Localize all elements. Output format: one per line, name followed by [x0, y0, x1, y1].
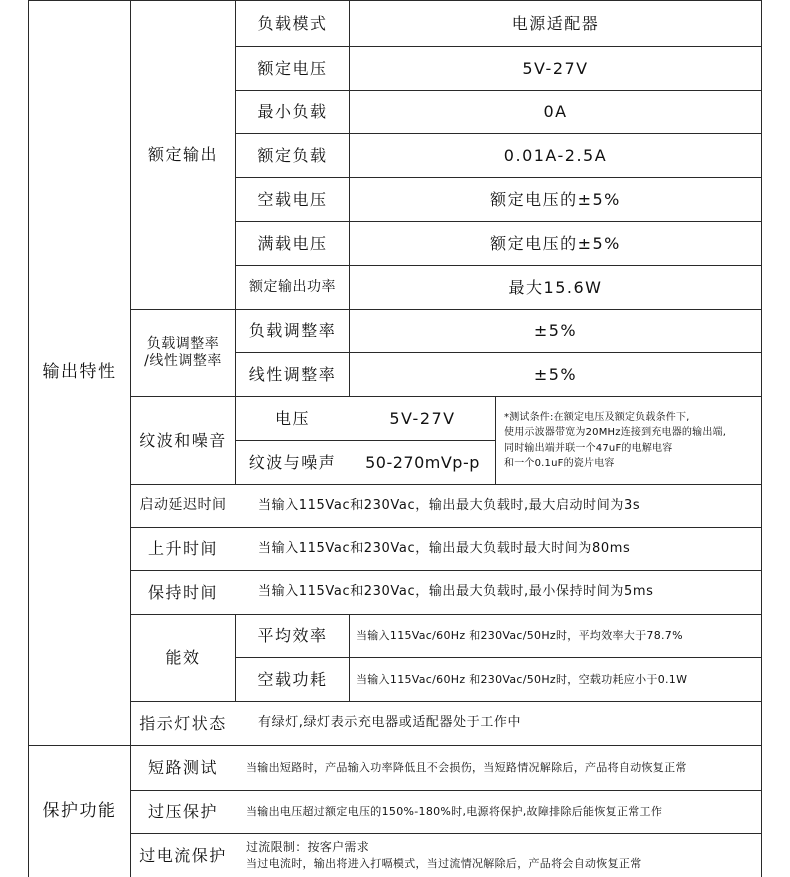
ripple-noise-label: 纹波与噪声 — [248, 452, 337, 472]
row-label: 负载调整率 — [248, 321, 337, 340]
ripple-noise-value: 50-270mVp-p — [365, 452, 480, 472]
row-label: 空载电压 — [257, 189, 328, 209]
regulation-label-line2: /线性调整率 — [144, 353, 222, 369]
row-label: 空载功耗 — [257, 669, 328, 689]
short-circuit-value: 当输出短路时，产品输入功率降低且不会损伤，当短路情况解除后，产品将自动恢复正常 — [246, 761, 687, 775]
row-label: 最小负载 — [257, 102, 328, 121]
row-value: 5V-27V — [522, 58, 589, 78]
overcurrent-value — [236, 834, 761, 877]
row-label: 负载模式 — [257, 13, 328, 33]
overvoltage-label: 过压保护 — [147, 802, 218, 821]
group-label-regulation — [131, 310, 235, 396]
row-value: 最大15.6W — [508, 277, 603, 297]
ripple-voltage-value: 5V-27V — [389, 408, 456, 428]
row-value: 0A — [543, 102, 568, 121]
ripple-test-note — [496, 397, 761, 484]
row-label: 额定输出功率 — [249, 278, 336, 295]
note-line: 使用示波器带宽为20MHz连接到充电器的输出端, — [504, 427, 727, 438]
regulation-label-line1: 负载调整率 — [146, 335, 220, 352]
group-label-rated-output: 额定输出 — [147, 145, 218, 164]
overcurrent-line2: 当过电流时，输出将进入打嗝模式，当过流情况解除后，产品将会自动恢复正常 — [246, 857, 642, 871]
row-value: ±5% — [533, 364, 578, 384]
overcurrent-label: 过电流保护 — [139, 845, 227, 865]
note-line: 同时输出端并联一个47uF的电解电容 — [504, 442, 673, 454]
rise-time-label: 上升时间 — [147, 539, 218, 558]
short-circuit-label: 短路测试 — [147, 758, 218, 777]
row-label: 额定电压 — [257, 58, 328, 78]
startup-delay-value: 当输入115Vac和230Vac，输出最大负载时,最大启动时间为3s — [258, 497, 641, 513]
overvoltage-value: 当输出电压超过额定电压的150%-180%时,电源将保护,故障排除后能恢复正常工作 — [246, 805, 663, 819]
row-value: ±5% — [533, 321, 578, 340]
row-value: 额定电压的±5% — [490, 233, 621, 253]
row-value: 电源适配器 — [511, 13, 600, 33]
group-label-ripple: 纹波和噪音 — [139, 430, 227, 450]
hold-time-label: 保持时间 — [147, 582, 218, 602]
rise-time-value: 当输入115Vac和230Vac，输出最大负载时最大时间为80ms — [258, 540, 631, 556]
section-label-output: 输出特性 — [42, 362, 117, 383]
row-label: 线性调整率 — [248, 364, 337, 384]
group-label-efficiency: 能效 — [165, 648, 201, 667]
row-value: 当输入115Vac/60Hz 和230Vac/50Hz时，空载功耗应小于0.1W — [356, 672, 688, 686]
section-label-protection: 保护功能 — [42, 800, 117, 821]
row-label: 满载电压 — [257, 233, 328, 253]
overcurrent-line1: 过流限制：按客户需求 — [246, 839, 370, 854]
indicator-value: 有绿灯,绿灯表示充电器或适配器处于工作中 — [258, 715, 522, 731]
row-value: 额定电压的±5% — [490, 189, 621, 209]
row-value: 当输入115Vac/60Hz 和230Vac/50Hz时，平均效率大于78.7% — [356, 629, 683, 643]
hold-time-value: 当输入115Vac和230Vac，输出最大负载时,最小保持时间为5ms — [258, 584, 654, 600]
indicator-label: 指示灯状态 — [139, 713, 227, 733]
row-label: 平均效率 — [257, 626, 328, 645]
note-line: *测试条件:在额定电压及额定负载条件下, — [504, 411, 690, 423]
startup-delay-label: 启动延迟时间 — [139, 497, 227, 514]
note-line: 和一个0.1uF的瓷片电容 — [504, 458, 615, 469]
row-label: 额定负载 — [257, 145, 328, 165]
ripple-voltage-label: 电压 — [274, 408, 310, 428]
row-value: 0.01A-2.5A — [503, 145, 608, 165]
